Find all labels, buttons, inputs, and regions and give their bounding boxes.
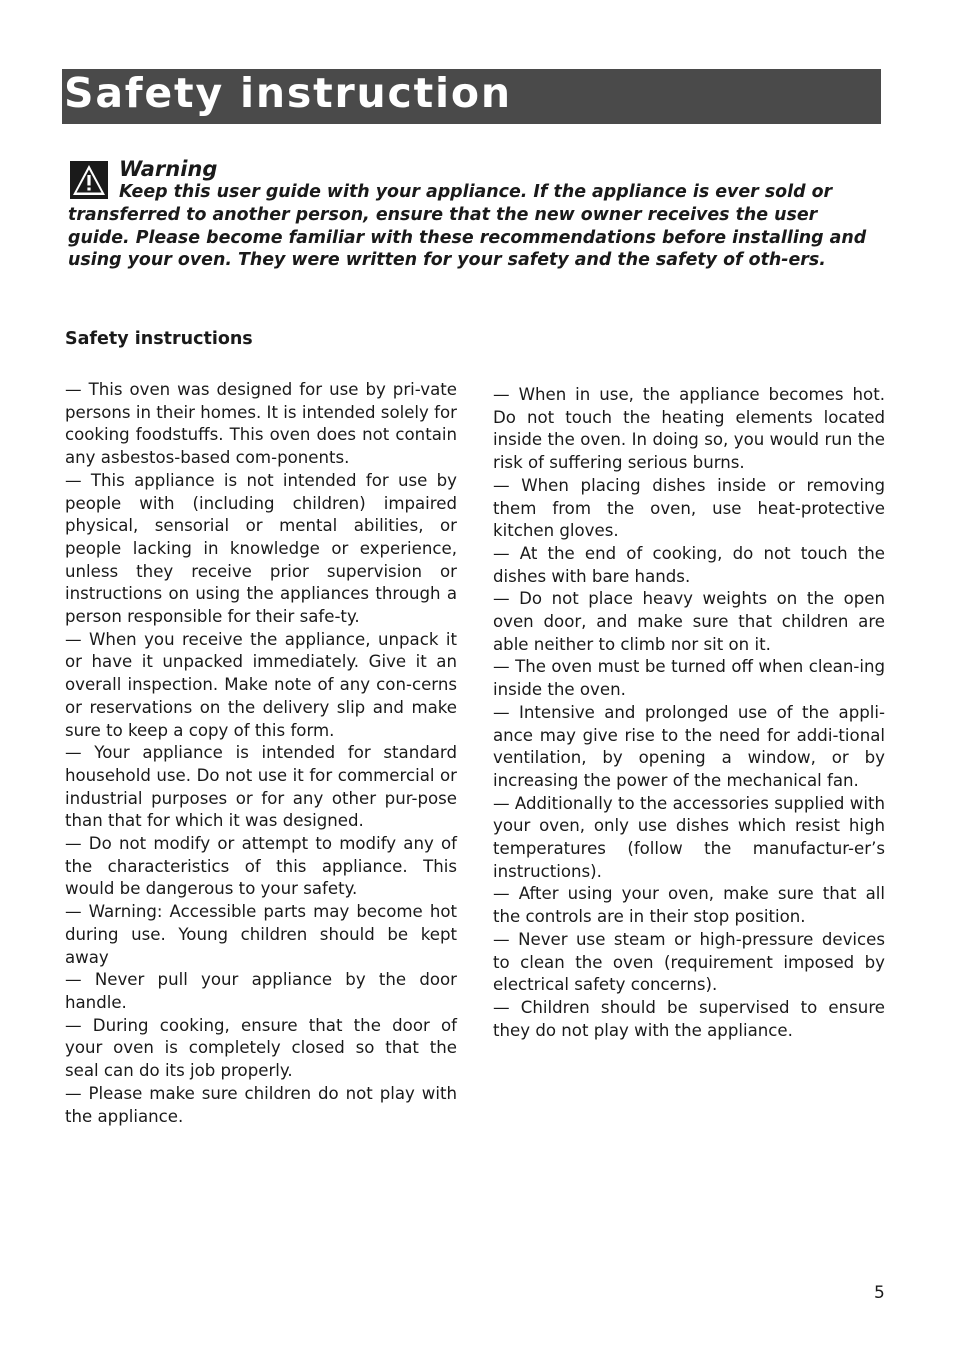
instruction-item: — This appliance is not intended for use by people with (including children) impaired physical, sensorial or mental abilities, or people lacking in knowledge or experience, unless they receive prior supervision or instructions on using the appliances through a person responsible for their safe-ty.: [65, 470, 457, 627]
instruction-item: — When you receive the appliance, unpack it or have it unpacked immediately. Give it an overall inspection. Make note of any con-cerns or reservations on the delivery slip and make sure to keep a copy of this form.: [65, 629, 457, 740]
instruction-item: — Warning: Accessible parts may become hot during use. Young children should be kept away: [65, 902, 457, 967]
instruction-item: — Do not place heavy weights on the open oven door, and make sure that children are able neither to climb nor sit on it.: [493, 589, 885, 654]
instruction-item: — Intensive and prolonged use of the appli-ance may give rise to the need for addi-tional ventilation, by opening a window, or by increasing the power of the mechanical fan.: [493, 702, 885, 790]
instruction-item: — Your appliance is intended for standard household use. Do not use it for commercial or industrial purposes or for any other pur-pose than that for which it was designed.: [65, 743, 457, 831]
instruction-item: — Never pull your appliance by the door handle.: [65, 970, 457, 1012]
instruction-item: — Children should be supervised to ensure they do not play with the appliance.: [493, 997, 885, 1040]
section-heading: Safety instructions: [65, 329, 253, 349]
warning-text: Keep this user guide with your appliance. If the appliance is ever sold or transferred to another person, ensure that the new owner receives the user guide. Please become familiar with these recommendations before installing and using your oven. They were written for your safety and the safety of oth-ers.: [68, 182, 867, 271]
instruction-item: — At the end of cooking, do not touch the dishes with bare hands.: [493, 543, 885, 586]
instruction-item: — This oven was designed for use by pri-vate persons in their homes. It is intended solely for cooking foodstuffs. This oven does not contain any asbestos-based com-ponents.: [65, 380, 457, 468]
warning-title: Warning: [119, 157, 218, 181]
left-column: [65, 379, 457, 1128]
instruction-item: — Additionally to the accessories supplied with your oven, only use dishes which resist high temperatures (follow the manufactur-er’s instructions).: [493, 793, 885, 881]
instruction-item: — During cooking, ensure that the door of your oven is completely closed so that the seal can do its job properly.: [65, 1015, 457, 1081]
instruction-item: — When in use, the appliance becomes hot. Do not touch the heating elements located inside the oven. In doing so, you would run the risk of suffering serious burns.: [493, 385, 885, 473]
page-number: 5: [874, 1283, 885, 1303]
instruction-item: — The oven must be turned off when clean-ing inside the oven.: [493, 657, 885, 700]
instruction-item: — When placing dishes inside or removing them from the oven, use heat-protective kitchen gloves.: [493, 475, 885, 541]
instruction-item: — After using your oven, make sure that all the controls are in their stop position.: [493, 884, 885, 927]
page-title: Safety instruction: [64, 69, 512, 117]
instruction-item: — Never use steam or high-pressure devices to clean the oven (requirement imposed by electrical safety concerns).: [493, 929, 885, 995]
right-column: [493, 384, 885, 1042]
instruction-item: — Do not modify or attempt to modify any of the characteristics of this appliance. This would be dangerous to your safety.: [65, 834, 457, 899]
title-bar: [62, 69, 881, 124]
instruction-item: — Please make sure children do not play with the appliance.: [65, 1083, 457, 1126]
